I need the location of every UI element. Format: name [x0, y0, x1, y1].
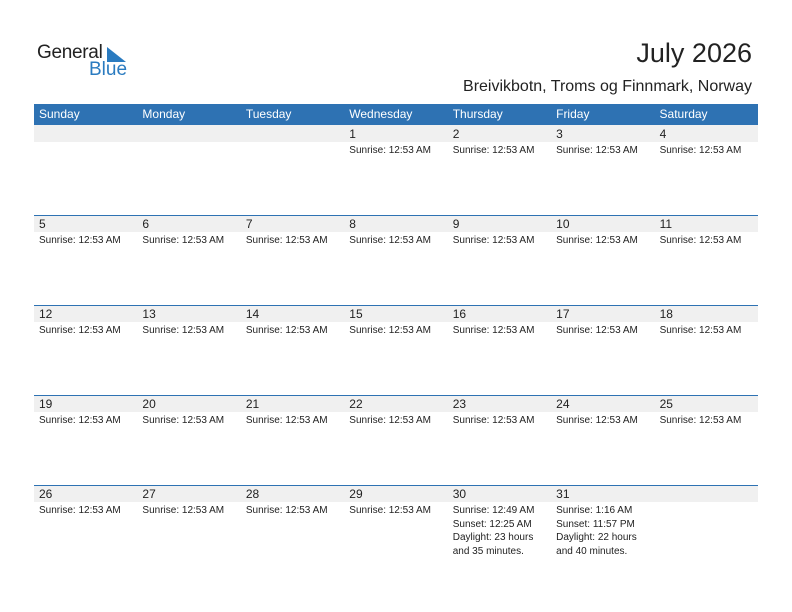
day-sun-info — [660, 234, 742, 248]
sun-info-line: Sunrise: 12:53 AM — [39, 505, 121, 516]
day-number: 23 — [452, 397, 467, 411]
sun-info-line: Sunrise: 12:53 AM — [142, 325, 225, 336]
day-sun-info — [246, 234, 328, 248]
logo-text-general: General — [37, 42, 103, 63]
sun-info-line: Sunrise: 12:53 AM — [142, 235, 225, 246]
day-number: 5 — [39, 217, 46, 231]
sun-info-line: Sunrise: 12:53 AM — [556, 145, 638, 156]
day-cell — [137, 395, 240, 485]
sun-info-line: Daylight: 22 hours — [556, 532, 637, 543]
day-cell — [655, 305, 758, 395]
calendar-location: Breivikbotn, Troms og Finnmark, Norway — [463, 78, 752, 95]
day-number: 7 — [245, 217, 253, 231]
day-number: 18 — [659, 307, 673, 321]
day-sun-info — [660, 144, 742, 158]
day-cell — [34, 125, 137, 215]
weekday-tuesday: Tuesday — [245, 107, 292, 121]
day-sun-info — [246, 504, 328, 518]
day-sun-info — [556, 234, 638, 248]
day-number: 27 — [142, 487, 156, 501]
day-cell — [344, 125, 447, 215]
day-sun-info — [556, 414, 638, 428]
sun-info-line: Sunrise: 12:49 AM — [452, 505, 535, 516]
day-cell — [551, 305, 654, 395]
day-number: 1 — [349, 127, 356, 141]
day-sun-info — [246, 414, 328, 428]
day-number: 25 — [659, 397, 673, 411]
weekday-header — [34, 104, 758, 125]
day-sun-info — [660, 414, 742, 428]
day-cell — [34, 395, 137, 485]
sun-info-line: Sunrise: 12:53 AM — [659, 415, 742, 426]
sun-info-line: Sunrise: 12:53 AM — [452, 145, 535, 156]
day-cell — [551, 485, 654, 575]
sun-info-line: and 35 minutes. — [452, 545, 524, 557]
day-sun-info — [142, 504, 224, 518]
day-cell — [34, 305, 137, 395]
week-row — [34, 395, 758, 485]
day-number: 14 — [245, 307, 260, 321]
sun-info-line: Sunrise: 12:53 AM — [349, 325, 431, 336]
day-cell — [448, 215, 551, 305]
sun-info-line: Sunrise: 12:53 AM — [245, 505, 328, 516]
day-cell — [551, 395, 654, 485]
day-number: 15 — [349, 307, 363, 321]
day-number: 19 — [39, 397, 53, 411]
day-number: 24 — [556, 397, 570, 411]
day-sun-info — [556, 324, 638, 338]
day-cell — [448, 305, 551, 395]
day-number: 28 — [245, 487, 260, 501]
day-cell — [344, 485, 447, 575]
sun-info-line: Sunrise: 12:53 AM — [245, 415, 328, 426]
day-cell — [241, 485, 344, 575]
sun-info-line: Sunrise: 12:53 AM — [39, 415, 121, 426]
sun-info-line: Sunrise: 12:53 AM — [659, 325, 742, 336]
day-cell — [344, 395, 447, 485]
week-row — [34, 485, 758, 575]
day-number: 20 — [142, 397, 156, 411]
day-sun-info — [349, 234, 431, 248]
sun-info-line: Sunset: 12:25 AM — [452, 518, 532, 530]
day-number: 29 — [349, 487, 363, 501]
calendar-title: July 2026 — [636, 38, 752, 68]
sun-info-line: and 40 minutes. — [556, 545, 628, 557]
day-cell — [448, 395, 551, 485]
sun-info-line: Sunrise: 12:53 AM — [349, 505, 431, 516]
day-cell — [551, 125, 654, 215]
day-cell — [344, 215, 447, 305]
day-cell — [655, 215, 758, 305]
day-number: 2 — [452, 127, 460, 141]
day-sun-info — [349, 414, 431, 428]
week-row — [34, 125, 758, 215]
day-sun-info — [556, 504, 637, 558]
day-sun-info — [39, 504, 121, 518]
sun-info-line: Sunset: 11:57 PM — [556, 518, 635, 530]
day-sun-info — [556, 144, 638, 158]
day-number: 4 — [659, 127, 667, 141]
day-sun-info — [453, 234, 535, 248]
day-number: 31 — [556, 487, 570, 501]
day-sun-info — [39, 414, 121, 428]
sun-info-line: Sunrise: 1:16 AM — [556, 505, 633, 516]
day-sun-info — [453, 324, 535, 338]
day-number: 8 — [349, 217, 356, 231]
day-cell — [241, 395, 344, 485]
week-row — [34, 215, 758, 305]
day-cell — [551, 215, 654, 305]
day-number: 21 — [245, 397, 260, 411]
day-sun-info — [453, 504, 535, 558]
day-cell — [448, 125, 551, 215]
day-sun-info — [39, 234, 121, 248]
day-cell — [655, 395, 758, 485]
weekday-friday: Friday — [556, 107, 590, 121]
day-number: 26 — [39, 487, 53, 501]
day-sun-info — [349, 504, 431, 518]
day-number: 11 — [659, 217, 673, 231]
sun-info-line: Sunrise: 12:53 AM — [142, 415, 225, 426]
day-sun-info — [349, 144, 431, 158]
weekday-monday: Monday — [142, 107, 186, 121]
day-cell — [137, 215, 240, 305]
day-cell — [34, 215, 137, 305]
day-number: 12 — [39, 307, 53, 321]
day-number: 30 — [452, 487, 467, 501]
day-cell — [655, 485, 758, 575]
day-number: 22 — [349, 397, 363, 411]
weekday-wednesday: Wednesday — [349, 107, 413, 121]
day-sun-info — [453, 144, 535, 158]
logo-text-blue: Blue — [89, 59, 128, 80]
weekday-thursday: Thursday — [452, 107, 503, 121]
day-cell — [137, 125, 240, 215]
day-cell — [448, 485, 551, 575]
weekday-sunday: Sunday — [39, 107, 80, 121]
sun-info-line: Sunrise: 12:53 AM — [245, 325, 328, 336]
day-sun-info — [246, 324, 328, 338]
sun-info-line: Sunrise: 12:53 AM — [452, 415, 535, 426]
sun-info-line: Sunrise: 12:53 AM — [142, 505, 225, 516]
day-sun-info — [453, 414, 535, 428]
weekday-saturday: Saturday — [659, 107, 708, 121]
general-blue-logo — [37, 42, 137, 82]
day-number: 13 — [142, 307, 156, 321]
day-cell — [34, 485, 137, 575]
day-cell — [655, 125, 758, 215]
day-sun-info — [142, 234, 224, 248]
day-number: 9 — [452, 217, 460, 231]
day-number: 16 — [452, 307, 467, 321]
sun-info-line: Sunrise: 12:53 AM — [39, 235, 121, 246]
day-number: 3 — [556, 127, 563, 141]
sun-info-line: Sunrise: 12:53 AM — [452, 325, 535, 336]
day-sun-info — [660, 324, 742, 338]
day-sun-info — [349, 324, 431, 338]
day-cell — [241, 305, 344, 395]
day-number: 6 — [142, 217, 150, 231]
sun-info-line: Sunrise: 12:53 AM — [659, 235, 742, 246]
day-number: 17 — [556, 307, 570, 321]
sun-info-line: Sunrise: 12:53 AM — [349, 145, 431, 156]
day-cell — [241, 125, 344, 215]
day-sun-info — [142, 324, 224, 338]
day-cell — [241, 215, 344, 305]
day-cell — [137, 485, 240, 575]
sun-info-line: Sunrise: 12:53 AM — [349, 415, 431, 426]
week-row — [34, 305, 758, 395]
day-number: 10 — [556, 217, 570, 231]
sun-info-line: Sunrise: 12:53 AM — [349, 235, 431, 246]
day-sun-info — [142, 414, 224, 428]
sun-info-line: Sunrise: 12:53 AM — [39, 325, 121, 336]
sun-info-line: Daylight: 23 hours — [452, 532, 534, 543]
sun-info-line: Sunrise: 12:53 AM — [556, 325, 638, 336]
day-cell — [137, 305, 240, 395]
day-cell — [344, 305, 447, 395]
sun-info-line: Sunrise: 12:53 AM — [556, 235, 638, 246]
sun-info-line: Sunrise: 12:53 AM — [452, 235, 535, 246]
sun-info-line: Sunrise: 12:53 AM — [556, 415, 638, 426]
day-sun-info — [39, 324, 121, 338]
sun-info-line: Sunrise: 12:53 AM — [659, 145, 742, 156]
sun-info-line: Sunrise: 12:53 AM — [245, 235, 328, 246]
